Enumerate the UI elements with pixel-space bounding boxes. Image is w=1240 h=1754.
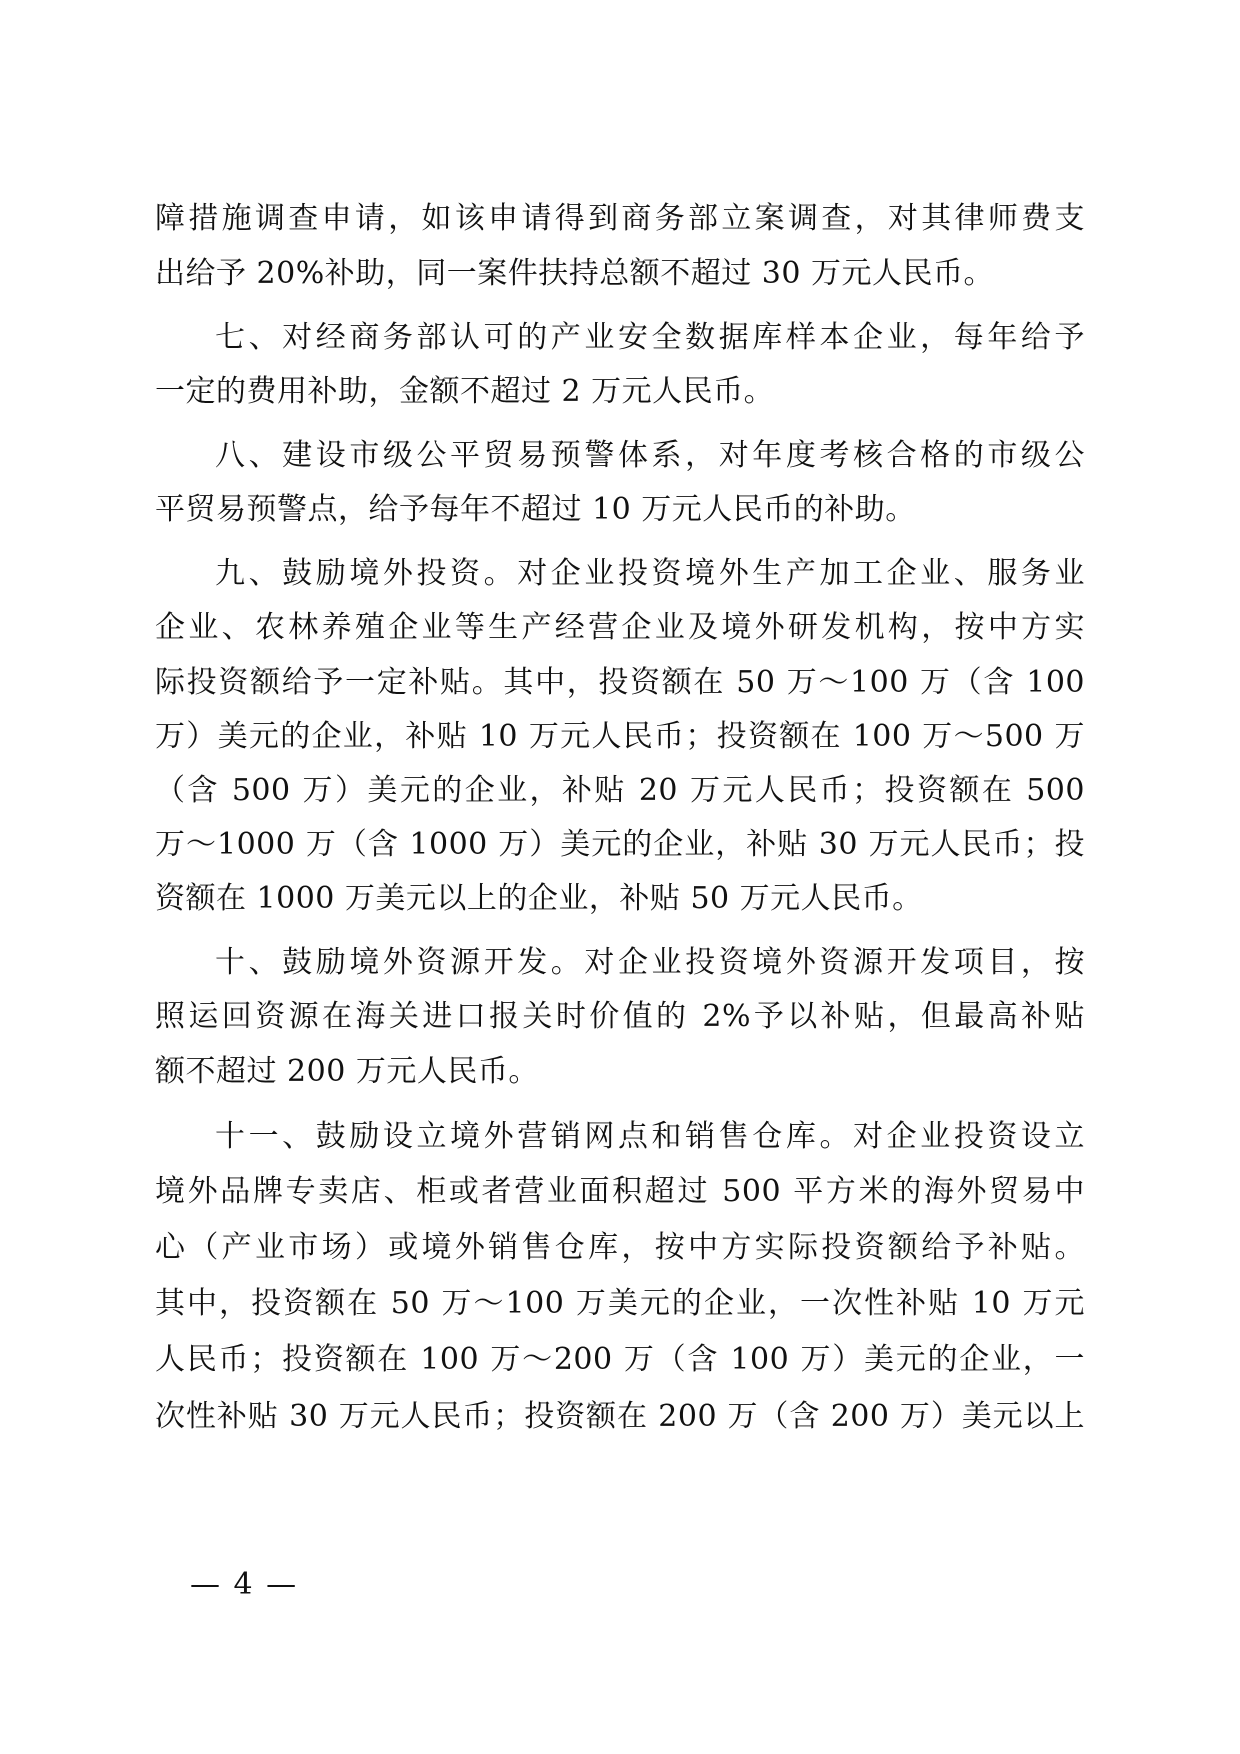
paragraph-9-line-4: 万）美元的企业，补贴 10 万元人民币；投资额在 100 万～500 万 [155, 719, 1085, 754]
page-number: — 4 — [190, 1567, 299, 1602]
paragraph-9-line-5: （含 500 万）美元的企业，补贴 20 万元人民币；投资额在 500 [155, 773, 1085, 808]
paragraph-9-line-6: 万～1000 万（含 1000 万）美元的企业，补贴 30 万元人民币；投 [155, 827, 1085, 862]
paragraph-9-line-3: 际投资额给予一定补贴。其中，投资额在 50 万～100 万（含 100 [155, 665, 1085, 700]
paragraph-7-line-1: 七、对经商务部认可的产业安全数据库样本企业，每年给予 [215, 320, 1085, 355]
paragraph-9-line-7: 资额在 1000 万美元以上的企业，补贴 50 万元人民币。 [155, 881, 923, 916]
paragraph-8-line-2: 平贸易预警点，给予每年不超过 10 万元人民币的补助。 [155, 492, 916, 527]
paragraph-11-line-6: 次性补贴 30 万元人民币；投资额在 200 万（含 200 万）美元以上 [155, 1399, 1085, 1434]
paragraph-6-line-2: 障措施调查申请，如该申请得到商务部立案调查，对其律师费支 [155, 201, 1085, 236]
paragraph-9-line-1: 九、鼓励境外投资。对企业投资境外生产加工企业、服务业 [215, 556, 1085, 591]
paragraph-11-line-2: 境外品牌专卖店、柜或者营业面积超过 500 平方米的海外贸易中 [155, 1174, 1085, 1209]
paragraph-6-line-3: 出给予 20%补助，同一案件扶持总额不超过 30 万元人民币。 [155, 256, 994, 291]
paragraph-10-line-2: 照运回资源在海关进口报关时价值的 2%予以补贴，但最高补贴 [155, 999, 1085, 1034]
paragraph-9-line-2: 企业、农林养殖企业等生产经营企业及境外研发机构，按中方实 [155, 610, 1085, 645]
paragraph-11-line-3: 心（产业市场）或境外销售仓库，按中方实际投资额给予补贴。 [155, 1230, 1085, 1265]
paragraph-10-line-1: 十、鼓励境外资源开发。对企业投资境外资源开发项目，按 [215, 945, 1085, 980]
paragraph-8-line-1: 八、建设市级公平贸易预警体系，对年度考核合格的市级公 [215, 438, 1085, 473]
paragraph-11-line-5: 人民币；投资额在 100 万～200 万（含 100 万）美元的企业，一 [155, 1342, 1085, 1377]
paragraph-7-line-2: 一定的费用补助，金额不超过 2 万元人民币。 [155, 374, 775, 409]
paragraph-10-line-3: 额不超过 200 万元人民币。 [155, 1054, 539, 1089]
paragraph-11-line-1: 十一、鼓励设立境外营销网点和销售仓库。对企业投资设立 [215, 1119, 1085, 1154]
paragraph-11-line-4: 其中，投资额在 50 万～100 万美元的企业，一次性补贴 10 万元 [155, 1286, 1085, 1321]
